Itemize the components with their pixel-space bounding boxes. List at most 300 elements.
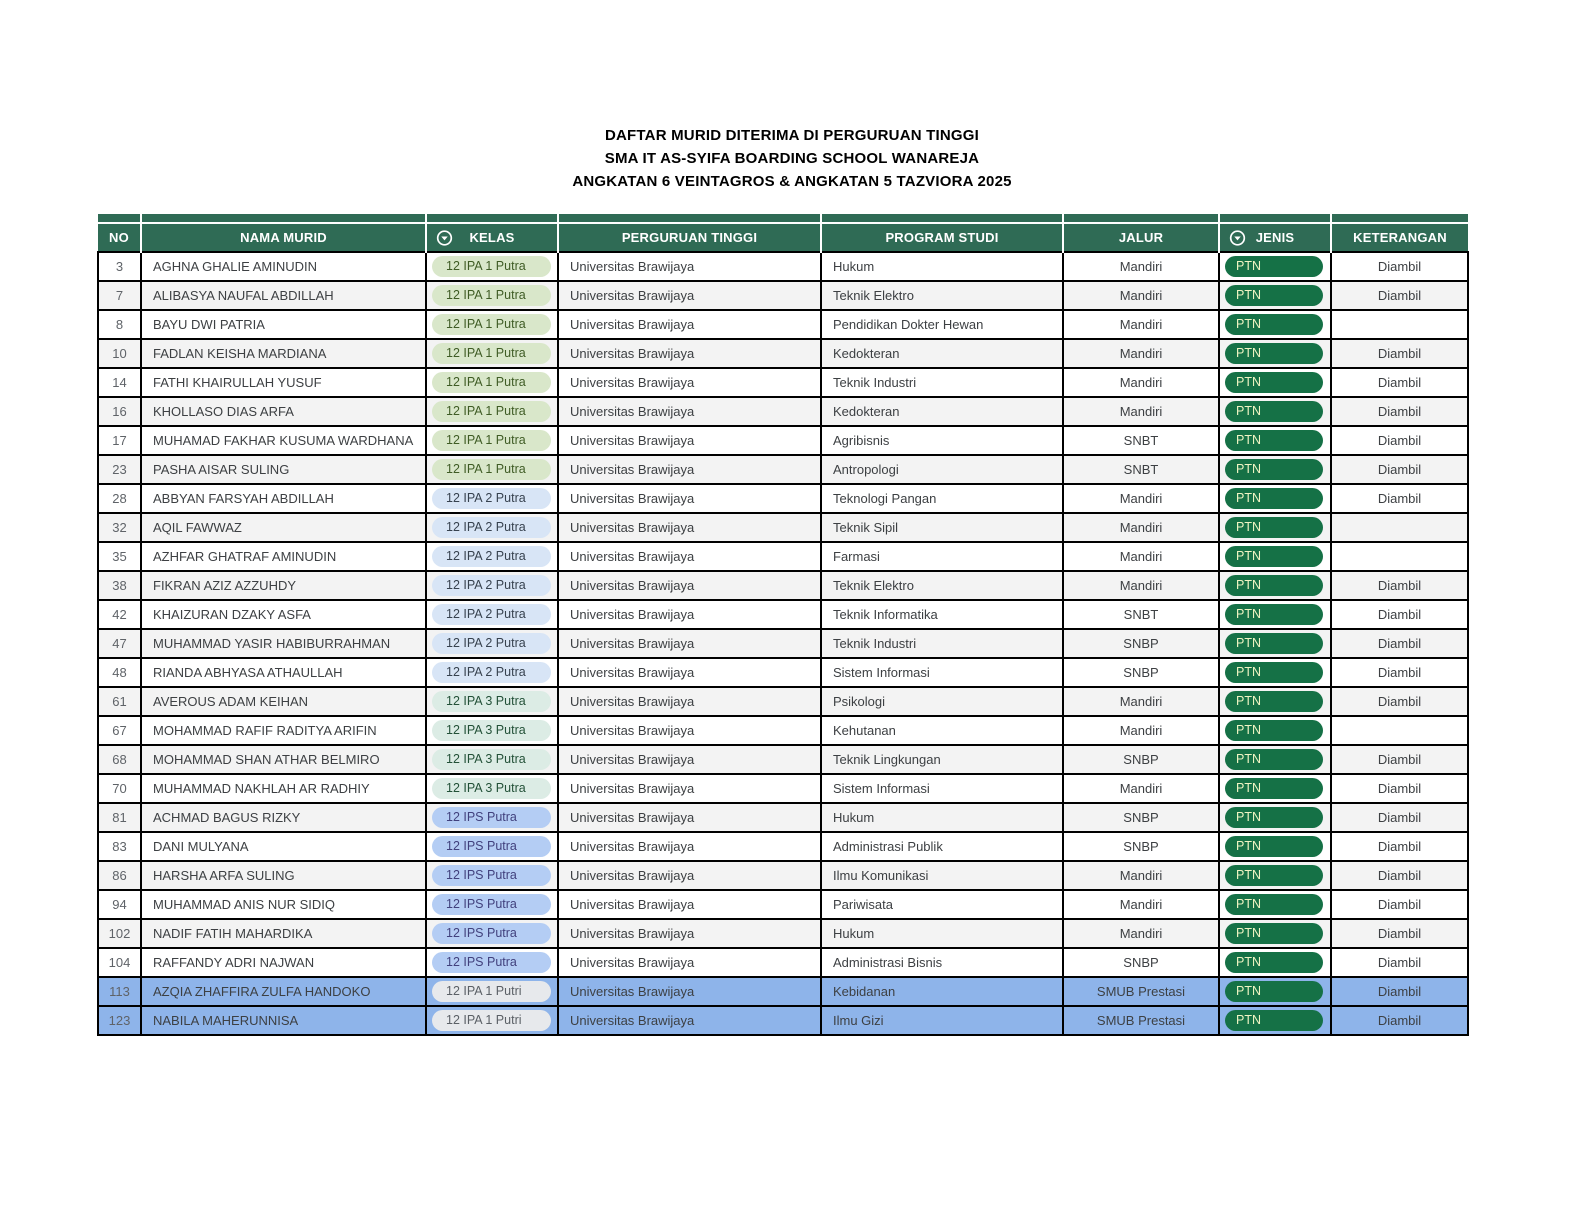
kelas-dropdown-chip[interactable]: 12 IPA 1 Putra xyxy=(432,372,551,393)
kelas-dropdown-chip[interactable]: 12 IPA 2 Putra xyxy=(432,604,551,625)
cell-perguruan-tinggi: Universitas Brawijaya xyxy=(558,600,821,629)
header-spacer-cell xyxy=(1219,214,1331,223)
cell-perguruan-tinggi: Universitas Brawijaya xyxy=(558,339,821,368)
cell-perguruan-tinggi: Universitas Brawijaya xyxy=(558,629,821,658)
cell-no: 94 xyxy=(98,890,141,919)
column-header-no: NO xyxy=(98,223,141,252)
column-header-jenis-label: JENIS xyxy=(1255,230,1295,245)
cell-nama-murid: AQIL FAWWAZ xyxy=(141,513,426,542)
table-row xyxy=(98,919,1468,948)
cell-kelas xyxy=(426,861,558,890)
cell-jalur: SNBP xyxy=(1063,629,1219,658)
table-row xyxy=(98,745,1468,774)
cell-jalur: Mandiri xyxy=(1063,890,1219,919)
cell-nama-murid: PASHA AISAR SULING xyxy=(141,455,426,484)
cell-nama-murid: FIKRAN AZIZ AZZUHDY xyxy=(141,571,426,600)
kelas-dropdown-chip[interactable]: 12 IPA 3 Putra xyxy=(432,720,551,741)
cell-kelas xyxy=(426,919,558,948)
cell-nama-murid: NABILA MAHERUNNISA xyxy=(141,1006,426,1035)
cell-jalur: Mandiri xyxy=(1063,339,1219,368)
kelas-dropdown-chip[interactable]: 12 IPA 3 Putra xyxy=(432,778,551,799)
cell-nama-murid: DANI MULYANA xyxy=(141,832,426,861)
cell-perguruan-tinggi: Universitas Brawijaya xyxy=(558,977,821,1006)
jenis-dropdown-chip[interactable]: PTN xyxy=(1225,1010,1323,1031)
cell-kelas xyxy=(426,513,558,542)
kelas-dropdown-chip[interactable]: 12 IPA 1 Putra xyxy=(432,256,551,277)
cell-no: 42 xyxy=(98,600,141,629)
cell-nama-murid: RAFFANDY ADRI NAJWAN xyxy=(141,948,426,977)
cell-perguruan-tinggi: Universitas Brawijaya xyxy=(558,368,821,397)
cell-no: 35 xyxy=(98,542,141,571)
cell-no: 28 xyxy=(98,484,141,513)
cell-nama-murid: MUHAMMAD NAKHLAH AR RADHIY xyxy=(141,774,426,803)
column-header-jenis xyxy=(1219,223,1331,252)
column-header-program-studi: PROGRAM STUDI xyxy=(821,223,1063,252)
cell-program-studi: Kebidanan xyxy=(821,977,1063,1006)
kelas-dropdown-chip[interactable]: 12 IPA 2 Putra xyxy=(432,575,551,596)
cell-no: 38 xyxy=(98,571,141,600)
cell-jalur: SNBT xyxy=(1063,600,1219,629)
jenis-dropdown-chip[interactable]: PTN xyxy=(1225,836,1323,857)
cell-jenis xyxy=(1219,803,1331,832)
cell-keterangan: Diambil xyxy=(1331,861,1468,890)
jenis-dropdown-chip[interactable]: PTN xyxy=(1225,575,1323,596)
cell-no: 68 xyxy=(98,745,141,774)
kelas-dropdown-chip[interactable]: 12 IPS Putra xyxy=(432,865,551,886)
cell-jalur: Mandiri xyxy=(1063,774,1219,803)
cell-program-studi: Hukum xyxy=(821,803,1063,832)
cell-keterangan: Diambil xyxy=(1331,455,1468,484)
cell-program-studi: Kedokteran xyxy=(821,397,1063,426)
jenis-dropdown-chip[interactable]: PTN xyxy=(1225,343,1323,364)
cell-kelas xyxy=(426,1006,558,1035)
cell-nama-murid: ALIBASYA NAUFAL ABDILLAH xyxy=(141,281,426,310)
dropdown-circle-icon[interactable] xyxy=(1229,229,1246,246)
cell-program-studi: Teknik Elektro xyxy=(821,281,1063,310)
jenis-dropdown-chip[interactable]: PTN xyxy=(1225,256,1323,277)
header-spacer-cell xyxy=(98,214,141,223)
jenis-dropdown-chip[interactable]: PTN xyxy=(1225,778,1323,799)
cell-perguruan-tinggi: Universitas Brawijaya xyxy=(558,745,821,774)
cell-kelas xyxy=(426,658,558,687)
students-table xyxy=(97,214,1469,1036)
page-title-line-3: ANGKATAN 6 VEINTAGROS & ANGKATAN 5 TAZVIORA 2025 xyxy=(572,173,1012,190)
students-table-container xyxy=(97,214,1467,1036)
kelas-dropdown-chip[interactable]: 12 IPS Putra xyxy=(432,923,551,944)
cell-jenis xyxy=(1219,687,1331,716)
cell-jenis xyxy=(1219,629,1331,658)
cell-kelas xyxy=(426,745,558,774)
cell-no: 123 xyxy=(98,1006,141,1035)
cell-no: 16 xyxy=(98,397,141,426)
cell-no: 70 xyxy=(98,774,141,803)
table-row xyxy=(98,281,1468,310)
cell-kelas xyxy=(426,803,558,832)
cell-kelas xyxy=(426,890,558,919)
cell-perguruan-tinggi: Universitas Brawijaya xyxy=(558,832,821,861)
cell-jenis xyxy=(1219,861,1331,890)
cell-nama-murid: FATHI KHAIRULLAH YUSUF xyxy=(141,368,426,397)
cell-jalur: Mandiri xyxy=(1063,919,1219,948)
cell-program-studi: Teknik Sipil xyxy=(821,513,1063,542)
cell-no: 67 xyxy=(98,716,141,745)
cell-no: 48 xyxy=(98,658,141,687)
table-row xyxy=(98,368,1468,397)
table-row xyxy=(98,687,1468,716)
cell-kelas xyxy=(426,310,558,339)
jenis-dropdown-chip[interactable]: PTN xyxy=(1225,807,1323,828)
cell-no: 3 xyxy=(98,252,141,281)
cell-jalur: SNBP xyxy=(1063,832,1219,861)
jenis-dropdown-chip[interactable]: PTN xyxy=(1225,314,1323,335)
jenis-dropdown-chip[interactable]: PTN xyxy=(1225,894,1323,915)
cell-kelas xyxy=(426,339,558,368)
dropdown-circle-icon[interactable] xyxy=(436,229,453,246)
cell-program-studi: Teknik Informatika xyxy=(821,600,1063,629)
cell-keterangan: Diambil xyxy=(1331,745,1468,774)
kelas-dropdown-chip[interactable]: 12 IPA 1 Putra xyxy=(432,430,551,451)
cell-program-studi: Antropologi xyxy=(821,455,1063,484)
kelas-dropdown-chip[interactable]: 12 IPS Putra xyxy=(432,836,551,857)
cell-keterangan: Diambil xyxy=(1331,948,1468,977)
cell-nama-murid: HARSHA ARFA SULING xyxy=(141,861,426,890)
cell-perguruan-tinggi: Universitas Brawijaya xyxy=(558,484,821,513)
cell-kelas xyxy=(426,600,558,629)
cell-perguruan-tinggi: Universitas Brawijaya xyxy=(558,571,821,600)
jenis-dropdown-chip[interactable]: PTN xyxy=(1225,720,1323,741)
cell-perguruan-tinggi: Universitas Brawijaya xyxy=(558,687,821,716)
cell-jenis xyxy=(1219,832,1331,861)
column-header-jalur: JALUR xyxy=(1063,223,1219,252)
table-row xyxy=(98,658,1468,687)
table-row xyxy=(98,252,1468,281)
cell-nama-murid: ABBYAN FARSYAH ABDILLAH xyxy=(141,484,426,513)
cell-perguruan-tinggi: Universitas Brawijaya xyxy=(558,542,821,571)
cell-nama-murid: MOHAMMAD SHAN ATHAR BELMIRO xyxy=(141,745,426,774)
cell-jalur: Mandiri xyxy=(1063,281,1219,310)
cell-no: 8 xyxy=(98,310,141,339)
cell-kelas xyxy=(426,368,558,397)
cell-perguruan-tinggi: Universitas Brawijaya xyxy=(558,310,821,339)
jenis-dropdown-chip[interactable]: PTN xyxy=(1225,952,1323,973)
cell-program-studi: Kehutanan xyxy=(821,716,1063,745)
document-title-block xyxy=(0,0,1584,193)
cell-jalur: Mandiri xyxy=(1063,513,1219,542)
kelas-dropdown-chip[interactable]: 12 IPA 2 Putra xyxy=(432,546,551,567)
cell-program-studi: Pendidikan Dokter Hewan xyxy=(821,310,1063,339)
table-row xyxy=(98,774,1468,803)
cell-keterangan: Diambil xyxy=(1331,571,1468,600)
cell-jenis xyxy=(1219,948,1331,977)
cell-perguruan-tinggi: Universitas Brawijaya xyxy=(558,716,821,745)
jenis-dropdown-chip[interactable]: PTN xyxy=(1225,401,1323,422)
jenis-dropdown-chip[interactable]: PTN xyxy=(1225,488,1323,509)
cell-perguruan-tinggi: Universitas Brawijaya xyxy=(558,1006,821,1035)
cell-perguruan-tinggi: Universitas Brawijaya xyxy=(558,774,821,803)
kelas-dropdown-chip[interactable]: 12 IPS Putra xyxy=(432,952,551,973)
jenis-dropdown-chip[interactable]: PTN xyxy=(1225,691,1323,712)
cell-keterangan: Diambil xyxy=(1331,484,1468,513)
cell-no: 17 xyxy=(98,426,141,455)
cell-perguruan-tinggi: Universitas Brawijaya xyxy=(558,252,821,281)
cell-perguruan-tinggi: Universitas Brawijaya xyxy=(558,426,821,455)
table-row xyxy=(98,861,1468,890)
header-spacer-cell xyxy=(1063,214,1219,223)
cell-nama-murid: NADIF FATIH MAHARDIKA xyxy=(141,919,426,948)
jenis-dropdown-chip[interactable]: PTN xyxy=(1225,372,1323,393)
cell-program-studi: Kedokteran xyxy=(821,339,1063,368)
cell-keterangan xyxy=(1331,310,1468,339)
kelas-dropdown-chip[interactable]: 12 IPA 1 Putra xyxy=(432,401,551,422)
cell-nama-murid: RIANDA ABHYASA ATHAULLAH xyxy=(141,658,426,687)
table-row xyxy=(98,484,1468,513)
cell-nama-murid: MUHAMMAD YASIR HABIBURRAHMAN xyxy=(141,629,426,658)
cell-keterangan: Diambil xyxy=(1331,629,1468,658)
cell-jenis xyxy=(1219,658,1331,687)
cell-kelas xyxy=(426,977,558,1006)
cell-kelas xyxy=(426,281,558,310)
cell-keterangan: Diambil xyxy=(1331,687,1468,716)
jenis-dropdown-chip[interactable]: PTN xyxy=(1225,923,1323,944)
jenis-dropdown-chip[interactable]: PTN xyxy=(1225,604,1323,625)
jenis-dropdown-chip[interactable]: PTN xyxy=(1225,459,1323,480)
cell-keterangan: Diambil xyxy=(1331,339,1468,368)
cell-keterangan: Diambil xyxy=(1331,919,1468,948)
cell-program-studi: Administrasi Publik xyxy=(821,832,1063,861)
cell-program-studi: Teknik Industri xyxy=(821,368,1063,397)
header-spacer-cell xyxy=(141,214,426,223)
cell-jalur: Mandiri xyxy=(1063,252,1219,281)
cell-jalur: Mandiri xyxy=(1063,310,1219,339)
cell-jenis xyxy=(1219,426,1331,455)
cell-no: 83 xyxy=(98,832,141,861)
cell-no: 14 xyxy=(98,368,141,397)
cell-keterangan: Diambil xyxy=(1331,774,1468,803)
header-spacer-row xyxy=(98,214,1468,223)
column-header-kelas xyxy=(426,223,558,252)
cell-jalur: SMUB Prestasi xyxy=(1063,977,1219,1006)
table-row xyxy=(98,803,1468,832)
cell-jenis xyxy=(1219,774,1331,803)
cell-jalur: Mandiri xyxy=(1063,542,1219,571)
cell-jenis xyxy=(1219,513,1331,542)
cell-no: 61 xyxy=(98,687,141,716)
cell-jalur: Mandiri xyxy=(1063,687,1219,716)
jenis-dropdown-chip[interactable]: PTN xyxy=(1225,546,1323,567)
cell-jalur: SNBP xyxy=(1063,658,1219,687)
table-row xyxy=(98,600,1468,629)
cell-keterangan: Diambil xyxy=(1331,252,1468,281)
kelas-dropdown-chip[interactable]: 12 IPS Putra xyxy=(432,894,551,915)
kelas-dropdown-chip[interactable]: 12 IPA 2 Putra xyxy=(432,488,551,509)
kelas-dropdown-chip[interactable]: 12 IPA 1 Putra xyxy=(432,314,551,335)
jenis-dropdown-chip[interactable]: PTN xyxy=(1225,517,1323,538)
cell-jalur: Mandiri xyxy=(1063,368,1219,397)
kelas-dropdown-chip[interactable]: 12 IPA 3 Putra xyxy=(432,749,551,770)
cell-jenis xyxy=(1219,919,1331,948)
cell-jenis xyxy=(1219,368,1331,397)
jenis-dropdown-chip[interactable]: PTN xyxy=(1225,633,1323,654)
cell-jalur: SNBT xyxy=(1063,426,1219,455)
table-row xyxy=(98,716,1468,745)
cell-kelas xyxy=(426,774,558,803)
jenis-dropdown-chip[interactable]: PTN xyxy=(1225,865,1323,886)
cell-nama-murid: ACHMAD BAGUS RIZKY xyxy=(141,803,426,832)
cell-kelas xyxy=(426,948,558,977)
cell-keterangan: Diambil xyxy=(1331,426,1468,455)
header-row xyxy=(98,223,1468,252)
cell-perguruan-tinggi: Universitas Brawijaya xyxy=(558,513,821,542)
cell-kelas xyxy=(426,397,558,426)
page-title-line-1: DAFTAR MURID DITERIMA DI PERGURUAN TINGGI xyxy=(604,127,979,144)
jenis-dropdown-chip[interactable]: PTN xyxy=(1225,285,1323,306)
cell-no: 81 xyxy=(98,803,141,832)
cell-jenis xyxy=(1219,600,1331,629)
cell-keterangan: Diambil xyxy=(1331,890,1468,919)
kelas-dropdown-chip[interactable]: 12 IPA 1 Putra xyxy=(432,343,551,364)
table-row xyxy=(98,948,1468,977)
header-spacer-cell xyxy=(558,214,821,223)
cell-nama-murid: AGHNA GHALIE AMINUDIN xyxy=(141,252,426,281)
cell-jenis xyxy=(1219,716,1331,745)
table-row xyxy=(98,890,1468,919)
cell-no: 86 xyxy=(98,861,141,890)
table-row xyxy=(98,1006,1468,1035)
cell-keterangan: Diambil xyxy=(1331,977,1468,1006)
cell-program-studi: Psikologi xyxy=(821,687,1063,716)
jenis-dropdown-chip[interactable]: PTN xyxy=(1225,749,1323,770)
kelas-dropdown-chip[interactable]: 12 IPS Putra xyxy=(432,807,551,828)
cell-nama-murid: BAYU DWI PATRIA xyxy=(141,310,426,339)
cell-jenis xyxy=(1219,310,1331,339)
cell-no: 113 xyxy=(98,977,141,1006)
cell-jalur: SMUB Prestasi xyxy=(1063,1006,1219,1035)
cell-keterangan: Diambil xyxy=(1331,397,1468,426)
kelas-dropdown-chip[interactable]: 12 IPA 2 Putra xyxy=(432,517,551,538)
cell-keterangan: Diambil xyxy=(1331,658,1468,687)
cell-kelas xyxy=(426,832,558,861)
cell-jenis xyxy=(1219,1006,1331,1035)
cell-program-studi: Teknik Industri xyxy=(821,629,1063,658)
cell-jenis xyxy=(1219,281,1331,310)
column-header-keterangan: KETERANGAN xyxy=(1331,223,1468,252)
table-row xyxy=(98,455,1468,484)
cell-kelas xyxy=(426,571,558,600)
jenis-dropdown-chip[interactable]: PTN xyxy=(1225,430,1323,451)
cell-jenis xyxy=(1219,397,1331,426)
table-row xyxy=(98,832,1468,861)
cell-program-studi: Hukum xyxy=(821,919,1063,948)
cell-kelas xyxy=(426,426,558,455)
cell-jenis xyxy=(1219,339,1331,368)
cell-jenis xyxy=(1219,542,1331,571)
jenis-dropdown-chip[interactable]: PTN xyxy=(1225,981,1323,1002)
column-header-perguruan-tinggi: PERGURUAN TINGGI xyxy=(558,223,821,252)
kelas-dropdown-chip[interactable]: 12 IPA 3 Putra xyxy=(432,691,551,712)
cell-jenis xyxy=(1219,890,1331,919)
cell-keterangan xyxy=(1331,716,1468,745)
cell-kelas xyxy=(426,455,558,484)
cell-keterangan: Diambil xyxy=(1331,832,1468,861)
cell-nama-murid: AZQIA ZHAFFIRA ZULFA HANDOKO xyxy=(141,977,426,1006)
table-body xyxy=(98,252,1468,1035)
cell-nama-murid: KHOLLASO DIAS ARFA xyxy=(141,397,426,426)
cell-keterangan: Diambil xyxy=(1331,1006,1468,1035)
cell-perguruan-tinggi: Universitas Brawijaya xyxy=(558,455,821,484)
kelas-dropdown-chip[interactable]: 12 IPA 2 Putra xyxy=(432,662,551,683)
cell-nama-murid: AVEROUS ADAM KEIHAN xyxy=(141,687,426,716)
cell-jenis xyxy=(1219,977,1331,1006)
table-row xyxy=(98,310,1468,339)
cell-perguruan-tinggi: Universitas Brawijaya xyxy=(558,803,821,832)
kelas-dropdown-chip[interactable]: 12 IPA 1 Putri xyxy=(432,981,551,1002)
page-title-line-2: SMA IT AS-SYIFA BOARDING SCHOOL WANAREJA xyxy=(604,150,980,167)
cell-program-studi: Ilmu Komunikasi xyxy=(821,861,1063,890)
kelas-dropdown-chip[interactable]: 12 IPA 2 Putra xyxy=(432,633,551,654)
cell-program-studi: Farmasi xyxy=(821,542,1063,571)
cell-jenis xyxy=(1219,571,1331,600)
cell-nama-murid: FADLAN KEISHA MARDIANA xyxy=(141,339,426,368)
cell-jalur: Mandiri xyxy=(1063,484,1219,513)
cell-perguruan-tinggi: Universitas Brawijaya xyxy=(558,861,821,890)
cell-kelas xyxy=(426,252,558,281)
cell-no: 7 xyxy=(98,281,141,310)
cell-perguruan-tinggi: Universitas Brawijaya xyxy=(558,919,821,948)
cell-jenis xyxy=(1219,455,1331,484)
cell-program-studi: Agribisnis xyxy=(821,426,1063,455)
cell-jalur: SNBP xyxy=(1063,745,1219,774)
cell-kelas xyxy=(426,629,558,658)
cell-perguruan-tinggi: Universitas Brawijaya xyxy=(558,281,821,310)
table-row xyxy=(98,571,1468,600)
header-spacer-cell xyxy=(821,214,1063,223)
cell-jenis xyxy=(1219,484,1331,513)
table-row xyxy=(98,513,1468,542)
cell-program-studi: Teknik Elektro xyxy=(821,571,1063,600)
header-spacer-cell xyxy=(1331,214,1468,223)
cell-program-studi: Sistem Informasi xyxy=(821,774,1063,803)
cell-program-studi: Teknik Lingkungan xyxy=(821,745,1063,774)
column-header-kelas-label: KELAS xyxy=(469,230,515,245)
kelas-dropdown-chip[interactable]: 12 IPA 1 Putra xyxy=(432,459,551,480)
cell-jalur: Mandiri xyxy=(1063,397,1219,426)
cell-program-studi: Hukum xyxy=(821,252,1063,281)
cell-perguruan-tinggi: Universitas Brawijaya xyxy=(558,890,821,919)
cell-program-studi: Administrasi Bisnis xyxy=(821,948,1063,977)
cell-jenis xyxy=(1219,745,1331,774)
cell-program-studi: Pariwisata xyxy=(821,890,1063,919)
cell-perguruan-tinggi: Universitas Brawijaya xyxy=(558,397,821,426)
kelas-dropdown-chip[interactable]: 12 IPA 1 Putri xyxy=(432,1010,551,1031)
cell-keterangan: Diambil xyxy=(1331,803,1468,832)
table-row xyxy=(98,542,1468,571)
cell-nama-murid: MOHAMMAD RAFIF RADITYA ARIFIN xyxy=(141,716,426,745)
cell-jalur: SNBP xyxy=(1063,803,1219,832)
cell-nama-murid: AZHFAR GHATRAF AMINUDIN xyxy=(141,542,426,571)
cell-no: 23 xyxy=(98,455,141,484)
cell-no: 104 xyxy=(98,948,141,977)
cell-kelas xyxy=(426,687,558,716)
jenis-dropdown-chip[interactable]: PTN xyxy=(1225,662,1323,683)
cell-jenis xyxy=(1219,252,1331,281)
cell-program-studi: Teknologi Pangan xyxy=(821,484,1063,513)
cell-program-studi: Ilmu Gizi xyxy=(821,1006,1063,1035)
cell-perguruan-tinggi: Universitas Brawijaya xyxy=(558,658,821,687)
table-row xyxy=(98,339,1468,368)
table-row xyxy=(98,629,1468,658)
cell-perguruan-tinggi: Universitas Brawijaya xyxy=(558,948,821,977)
kelas-dropdown-chip[interactable]: 12 IPA 1 Putra xyxy=(432,285,551,306)
